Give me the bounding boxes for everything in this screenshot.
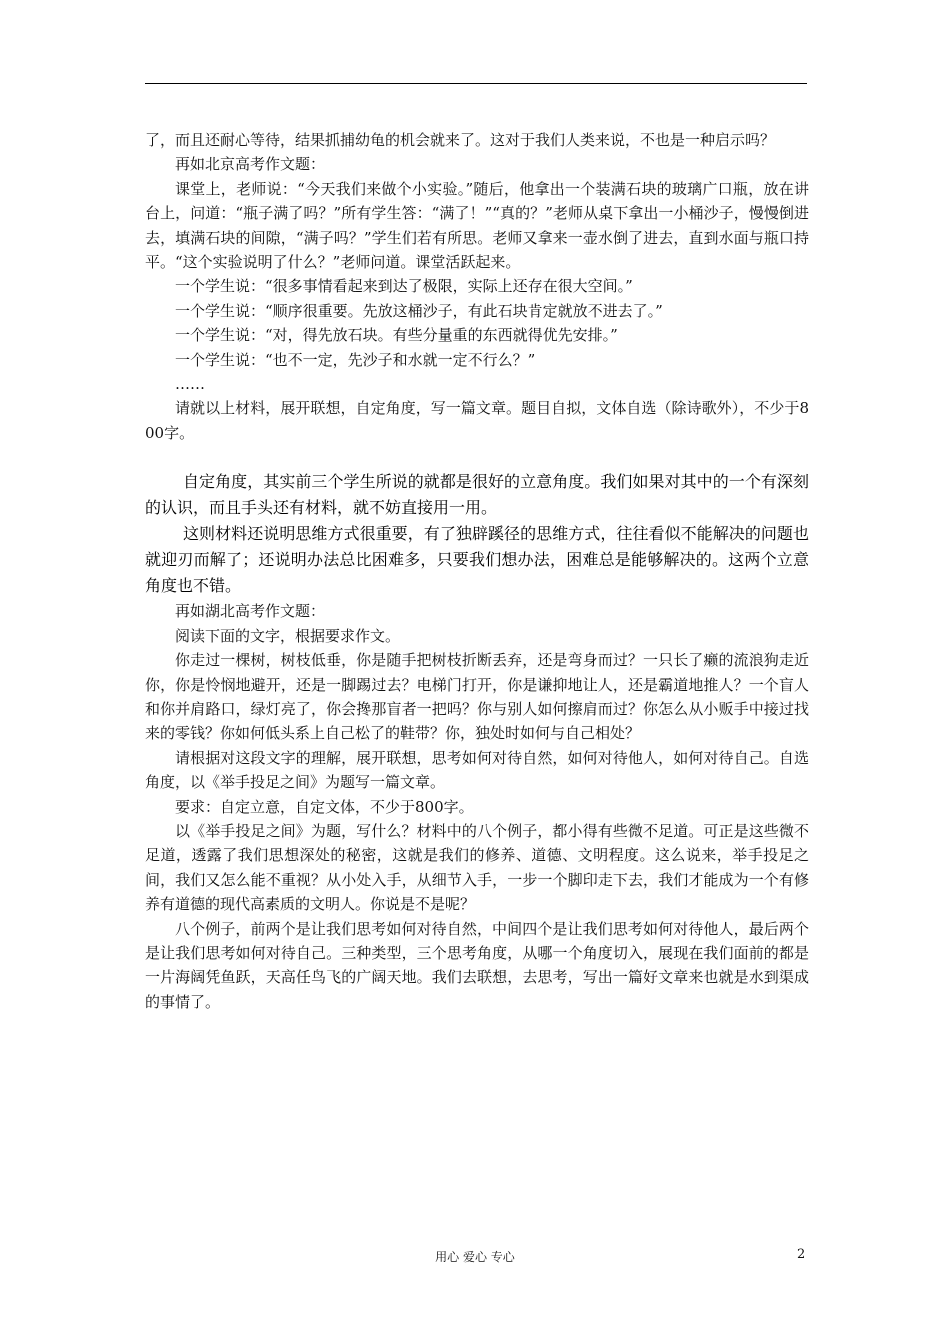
header-rule xyxy=(145,83,807,84)
commentary-paragraph: 这则材料还说明思维方式很重要，有了独辟蹊径的思维方式，往往看似不能解决的问题也就迎刃而解了；还说明办法总比困难多，只要我们想办法，困难总是能够解决的。这两个立意角度也不错。 xyxy=(145,524,809,596)
paragraph: 以《举手投足之间》为题，写什么？材料中的八个例子，都小得有些微不足道。可正是这些微不足道，透露了我们思想深处的秘密，这就是我们的修养、道德、文明程度。这么说来，举手投足之间，我们又怎么能不重视？从小处入手，从细节入手，一步一个脚印走下去，我们才能成为一个有修养有道德的现代高素质的文明人。你说是不是呢？ xyxy=(145,821,809,914)
paragraph: 请根据对这段文字的理解，展开联想，思考如何对待自然，如何对待他人，如何对待自己。自选角度，以《举手投足之间》为题写一篇文章。 xyxy=(145,748,809,792)
page-body xyxy=(145,128,809,1014)
commentary-paragraph: 自定角度，其实前三个学生所说的就都是很好的立意角度。我们如果对其中的一个有深刻的认识，而且手头还有材料，就不妨直接用一用。 xyxy=(145,472,809,518)
paragraph: 一个学生说：“对，得先放石块。有些分量重的东西就得优先安排。” xyxy=(175,326,618,345)
paragraph: 课堂上，老师说：“今天我们来做个小实验。”随后，他拿出一个装满石块的玻璃广口瓶，放在讲台上，问道：“瓶子满了吗？”所有学生答：“满了！”“真的？”老师从桌下拿出一小桶沙子，慢慢倒进去，填满石块的间隙，“满子吗？”学生们若有所思。老师又拿来一壶水倒了进去，直到水面与瓶口持平。“这个实验说明了什么？”老师问道。课堂活跃起来。 xyxy=(145,179,809,272)
paragraph: 了，而且还耐心等待，结果抓捕幼龟的机会就来了。这对于我们人类来说，不也是一种启示吗？ xyxy=(145,131,776,149)
ellipsis-line: …… xyxy=(175,375,205,394)
paragraph: 你走过一棵树，树枝低垂，你是随手把树枝折断丢弃，还是弯身而过？一只长了癞的流浪狗走近你，你是怜悯地避开，还是一脚踢过去？电梯门打开，你是谦抑地让人，还是霸道地推人？一个盲人和你并肩路口，绿灯亮了，你会搀那盲者一把吗？你与别人如何擦肩而过？你怎么从小贩手中接过找来的零钱？你如何低头系上自己松了的鞋带？你，独处时如何与自己相处？ xyxy=(145,651,809,743)
paragraph: 一个学生说：“顺序很重要。先放这桶沙子，有此石块肯定就放不进去了。” xyxy=(175,301,663,320)
paragraph: 再如北京高考作文题： xyxy=(175,155,326,174)
paragraph: 八个例子，前两个是让我们思考如何对待自然，中间四个是让我们思考如何对待他人，最后两个是让我们思考如何对待自己。三种类型，三个思考角度，从哪一个角度切入，展现在我们面前的都是一片海阔凭鱼跃，天高任鸟飞的广阔天地。我们去联想，去思考，写出一篇好文章来也就是水到渠成的事情了。 xyxy=(145,919,809,1011)
paragraph: 请就以上材料，展开联想，自定角度，写一篇文章。题目自拟，文体自选（除诗歌外），不少于800字。 xyxy=(145,399,809,442)
paragraph: 一个学生说：“也不一定，先沙子和水就一定不行么？” xyxy=(175,350,536,369)
paragraph: 阅读下面的文字，根据要求作文。 xyxy=(175,626,401,645)
spacer xyxy=(145,445,809,469)
footer-text: 用心 爱心 专心 xyxy=(435,1250,515,1264)
paragraph: 要求：自定立意，自定文体，不少于800字。 xyxy=(175,797,474,816)
page-number: 2 xyxy=(797,1247,806,1262)
paragraph: 一个学生说：“很多事情看起来到达了极限，实际上还存在很大空间。” xyxy=(175,277,633,296)
paragraph: 再如湖北高考作文题： xyxy=(175,602,326,621)
